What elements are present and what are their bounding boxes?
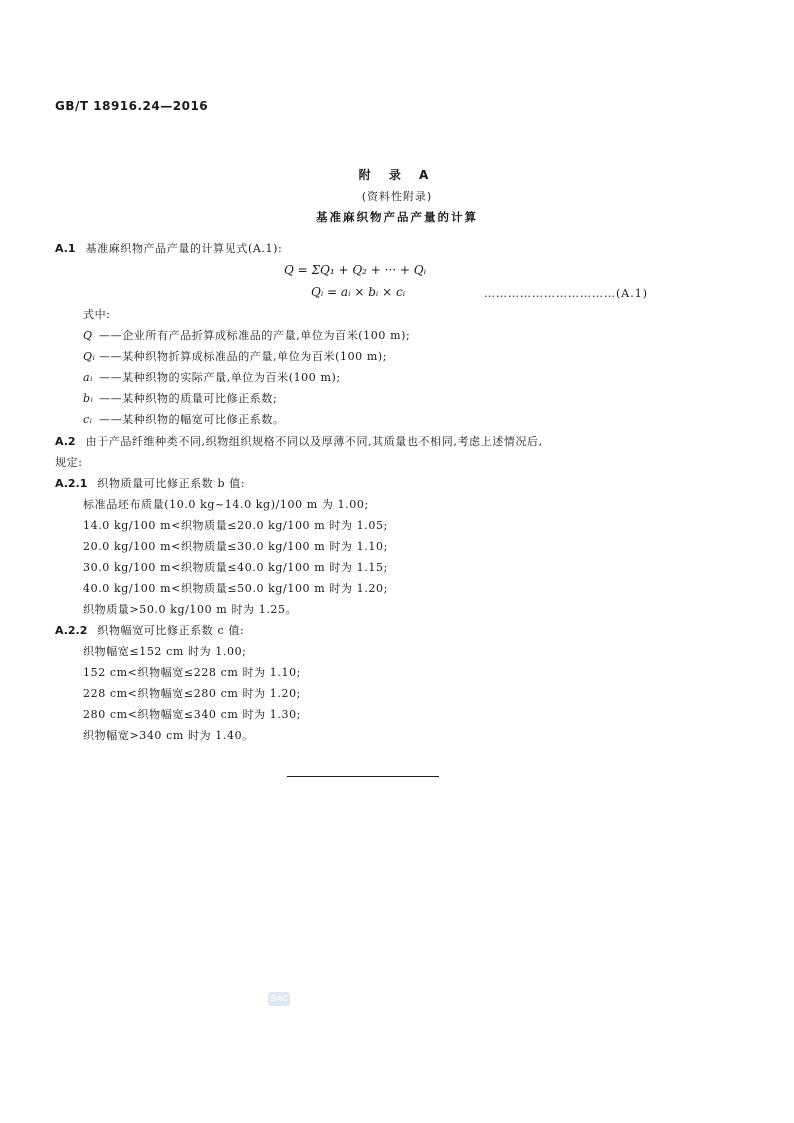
clause-a1 <box>55 242 282 256</box>
clause-a2 <box>55 435 543 449</box>
definition-text: ——某种织物的实际产量,单位为百米(100 m); <box>99 371 341 384</box>
formula-item: Qᵢ = aᵢ × bᵢ × cᵢ <box>311 285 406 299</box>
end-rule <box>287 776 439 777</box>
where-label: 式中: <box>83 308 111 321</box>
annex-title: 附 录 A <box>358 168 436 182</box>
definition-text: ——某种织物折算成标准品的产量,单位为百米(100 m); <box>99 350 388 363</box>
definition-item <box>83 371 341 385</box>
sac-watermark: SAC <box>268 992 290 1006</box>
formula-total: Q = ΣQ₁ + Q₂ + ··· + Qᵢ <box>284 263 427 277</box>
clause-text: 由于产品纤维种类不同,织物组织规格不同以及厚薄不同,其质量也不相同,考虑上述情况后, <box>85 435 543 448</box>
definition-symbol: Qᵢ <box>83 350 96 363</box>
list-item: 30.0 kg/100 m<织物质量≤40.0 kg/100 m 时为 1.15; <box>83 561 388 574</box>
clause-text: 织物幅宽可比修正系数 c 值: <box>97 624 245 637</box>
list-item: 20.0 kg/100 m<织物质量≤30.0 kg/100 m 时为 1.10; <box>83 540 388 553</box>
list-item: 40.0 kg/100 m<织物质量≤50.0 kg/100 m 时为 1.20; <box>83 582 388 595</box>
definition-item <box>83 329 410 343</box>
definition-text: ——企业所有产品折算成标准品的产量,单位为百米(100 m); <box>99 329 411 342</box>
annex-name: 基准麻织物产品产量的计算 <box>316 210 478 224</box>
definition-item <box>83 392 277 406</box>
list-item: 织物幅宽>340 cm 时为 1.40。 <box>83 729 254 742</box>
list-item: 152 cm<织物幅宽≤228 cm 时为 1.10; <box>83 666 301 679</box>
clause-number: A.2 <box>55 435 76 448</box>
clause-a2-2 <box>55 624 244 638</box>
definition-text: ——某种织物的质量可比修正系数; <box>99 392 278 405</box>
definition-symbol: Q <box>83 329 93 342</box>
definition-symbol: bᵢ <box>83 392 94 405</box>
standard-number: GB/T 18916.24—2016 <box>55 99 209 113</box>
clause-a2-1 <box>55 477 245 491</box>
definition-item <box>83 413 285 427</box>
definition-text: ——某种织物的幅宽可比修正系数。 <box>99 413 285 426</box>
definition-symbol: aᵢ <box>83 371 93 384</box>
list-item: 织物幅宽≤152 cm 时为 1.00; <box>83 645 247 658</box>
list-item: 织物质量>50.0 kg/100 m 时为 1.25。 <box>83 603 298 616</box>
clause-number: A.2.2 <box>55 624 88 637</box>
definition-symbol: cᵢ <box>83 413 93 426</box>
list-item: 14.0 kg/100 m<织物质量≤20.0 kg/100 m 时为 1.05; <box>83 519 388 532</box>
list-item: 标准品坯布质量(10.0 kg~14.0 kg)/100 m 为 1.00; <box>83 498 369 511</box>
clause-number: A.2.1 <box>55 477 88 490</box>
clause-text-continued: 规定: <box>55 456 83 469</box>
list-item: 228 cm<织物幅宽≤280 cm 时为 1.20; <box>83 687 301 700</box>
equation-number: ……………………………(A.1) <box>484 287 649 300</box>
definition-item <box>83 350 387 364</box>
clause-text: 基准麻织物产品产量的计算见式(A.1): <box>85 242 283 255</box>
list-item: 280 cm<织物幅宽≤340 cm 时为 1.30; <box>83 708 301 721</box>
clause-number: A.1 <box>55 242 76 255</box>
annex-type: (资料性附录) <box>361 190 433 203</box>
clause-text: 织物质量可比修正系数 b 值: <box>97 477 246 490</box>
